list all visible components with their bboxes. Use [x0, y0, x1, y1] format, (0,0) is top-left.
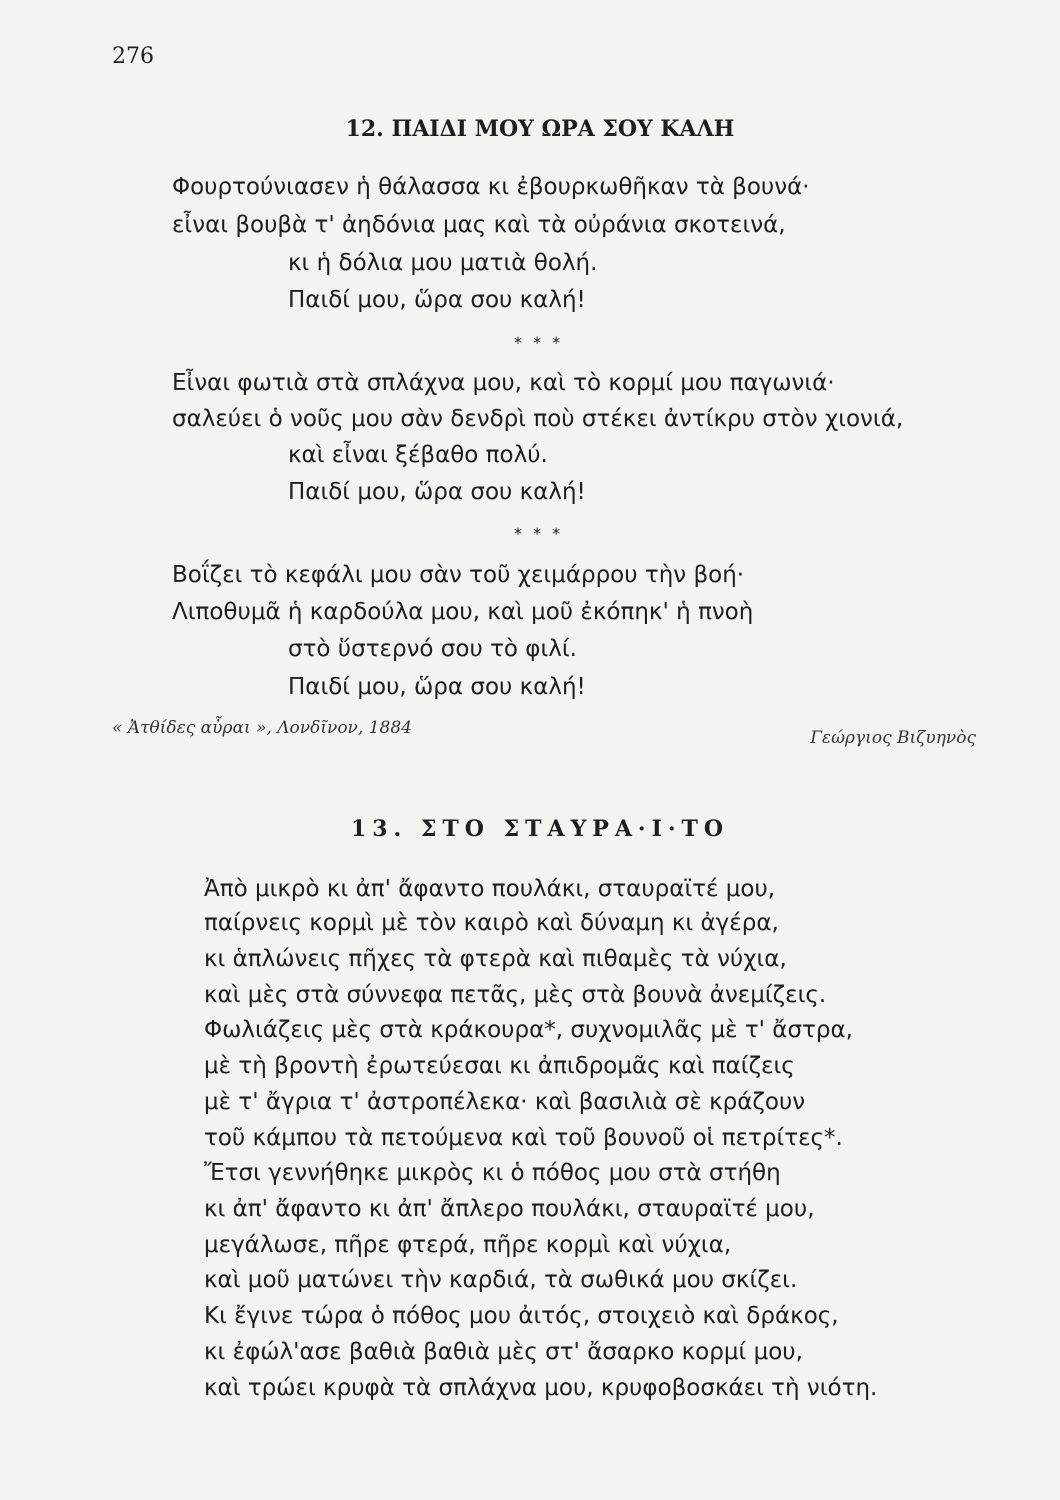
- poem-line: Φουρτούνιασεν ἡ θάλασσα κι ἐβουρκωθῆκαν τὰ βουνά·: [172, 174, 810, 200]
- poem-line: μὲ τ' ἄγρια τ' ἀστροπέλεκα· καὶ βασιλιὰ σὲ κράζουν: [204, 1089, 806, 1115]
- poem-13-title: 13. ΣΤΟ ΣΤΑΥΡΑ·Ι·ΤΟ: [350, 816, 730, 842]
- poem-line: κι ἡ δόλια μου ματιὰ θολή.: [288, 250, 598, 276]
- poem-line: Φωλιάζεις μὲς στὰ κράκουρα*, συχνομιλᾶς μὲ τ' ἄστρα,: [204, 1017, 853, 1043]
- poem-line: κι ἁπλώνεις πῆχες τὰ φτερὰ καὶ πιθαμὲς τὰ νύχια,: [204, 946, 787, 972]
- poem-line: Εἶναι φωτιὰ στὰ σπλάχνα μου, καὶ τὸ κορμί μου παγωνιά·: [172, 370, 835, 396]
- poem-line: καὶ εἶναι ξέβαθο πολύ.: [288, 442, 548, 468]
- poem-line: καὶ μὲς στὰ σύννεφα πετᾶς, μὲς στὰ βουνὰ ἀνεμίζεις.: [204, 982, 827, 1008]
- poem-line: στὸ ὕστερνό σου τὸ φιλί.: [288, 636, 577, 662]
- poem-line: κι ἀπ' ἄφαντο κι ἀπ' ἄπλερο πουλάκι, σταυραϊτέ μου,: [204, 1196, 815, 1222]
- poem-line: μεγάλωσε, πῆρε φτερά, πῆρε κορμὶ καὶ νύχια,: [204, 1232, 732, 1258]
- poem-line: Βοΐζει τὸ κεφάλι μου σὰν τοῦ χειμάρρου τὴν βοή·: [172, 562, 745, 588]
- poem-line: Κι ἔγινε τώρα ὁ πόθος μου ἀιτός, στοιχειὸ καὶ δράκος,: [204, 1303, 839, 1329]
- poem-line: καὶ τρώει κρυφὰ τὰ σπλάχνα μου, κρυφοβοσκάει τὴ νιότη.: [204, 1375, 878, 1401]
- poem-line: καὶ μοῦ ματώνει τὴν καρδιά, τὰ σωθικά μου σκίζει.: [204, 1267, 798, 1293]
- poem-line: κι ἐφώλ'ασε βαθιὰ βαθιὰ μὲς στ' ἄσαρκο κορμί μου,: [204, 1339, 803, 1365]
- poem-line: εἶναι βουβὰ τ' ἀηδόνια μας καὶ τὰ οὐράνια σκοτεινά,: [172, 212, 786, 238]
- poem-line: τοῦ κάμπου τὰ πετούμενα καὶ τοῦ βουνοῦ οἱ πετρίτες*.: [204, 1125, 843, 1151]
- poem-refrain: Παιδί μου, ὥρα σου καλή!: [288, 674, 586, 700]
- poem-line: Ἀπὸ μικρὸ κι ἀπ' ἄφαντο πουλάκι, σταυραϊτέ μου,: [204, 876, 776, 902]
- page-number: 276: [112, 44, 154, 69]
- poem-line: Ἔτσι γεννήθηκε μικρὸς κι ὁ πόθος μου στὰ στήθη: [204, 1160, 781, 1186]
- stanza-separator: * * *: [514, 524, 564, 543]
- poem-line: σαλεύει ὁ νοῦς μου σὰν δενδρὶ ποὺ στέκει ἀντίκρυ στὸν χιονιά,: [172, 406, 904, 432]
- poem-author: Γεώργιος Βιζυηνὸς: [810, 728, 976, 748]
- poem-line: μὲ τὴ βροντὴ ἐρωτεύεσαι κι ἀπιδρομᾶς καὶ παίζεις: [204, 1053, 795, 1079]
- poem-refrain: Παιδί μου, ὥρα σου καλή!: [288, 287, 586, 313]
- poem-12-title: 12. ΠΑΙΔΙ ΜΟΥ ΩΡΑ ΣΟΥ ΚΑΛΗ: [345, 116, 735, 142]
- poem-line: παίρνεις κορμὶ μὲ τὸν καιρὸ καὶ δύναμη κι ἀγέρα,: [204, 910, 779, 936]
- poem-line: Λιποθυμᾶ ἡ καρδούλα μου, καὶ μοῦ ἐκόπηκ' ἡ πνοὴ: [172, 599, 754, 625]
- poem-source: « Ἀτθίδες αὖραι », Λονδῖνον, 1884: [112, 718, 412, 738]
- stanza-separator: * * *: [514, 333, 564, 352]
- poem-refrain: Παιδί μου, ὥρα σου καλή!: [288, 479, 586, 505]
